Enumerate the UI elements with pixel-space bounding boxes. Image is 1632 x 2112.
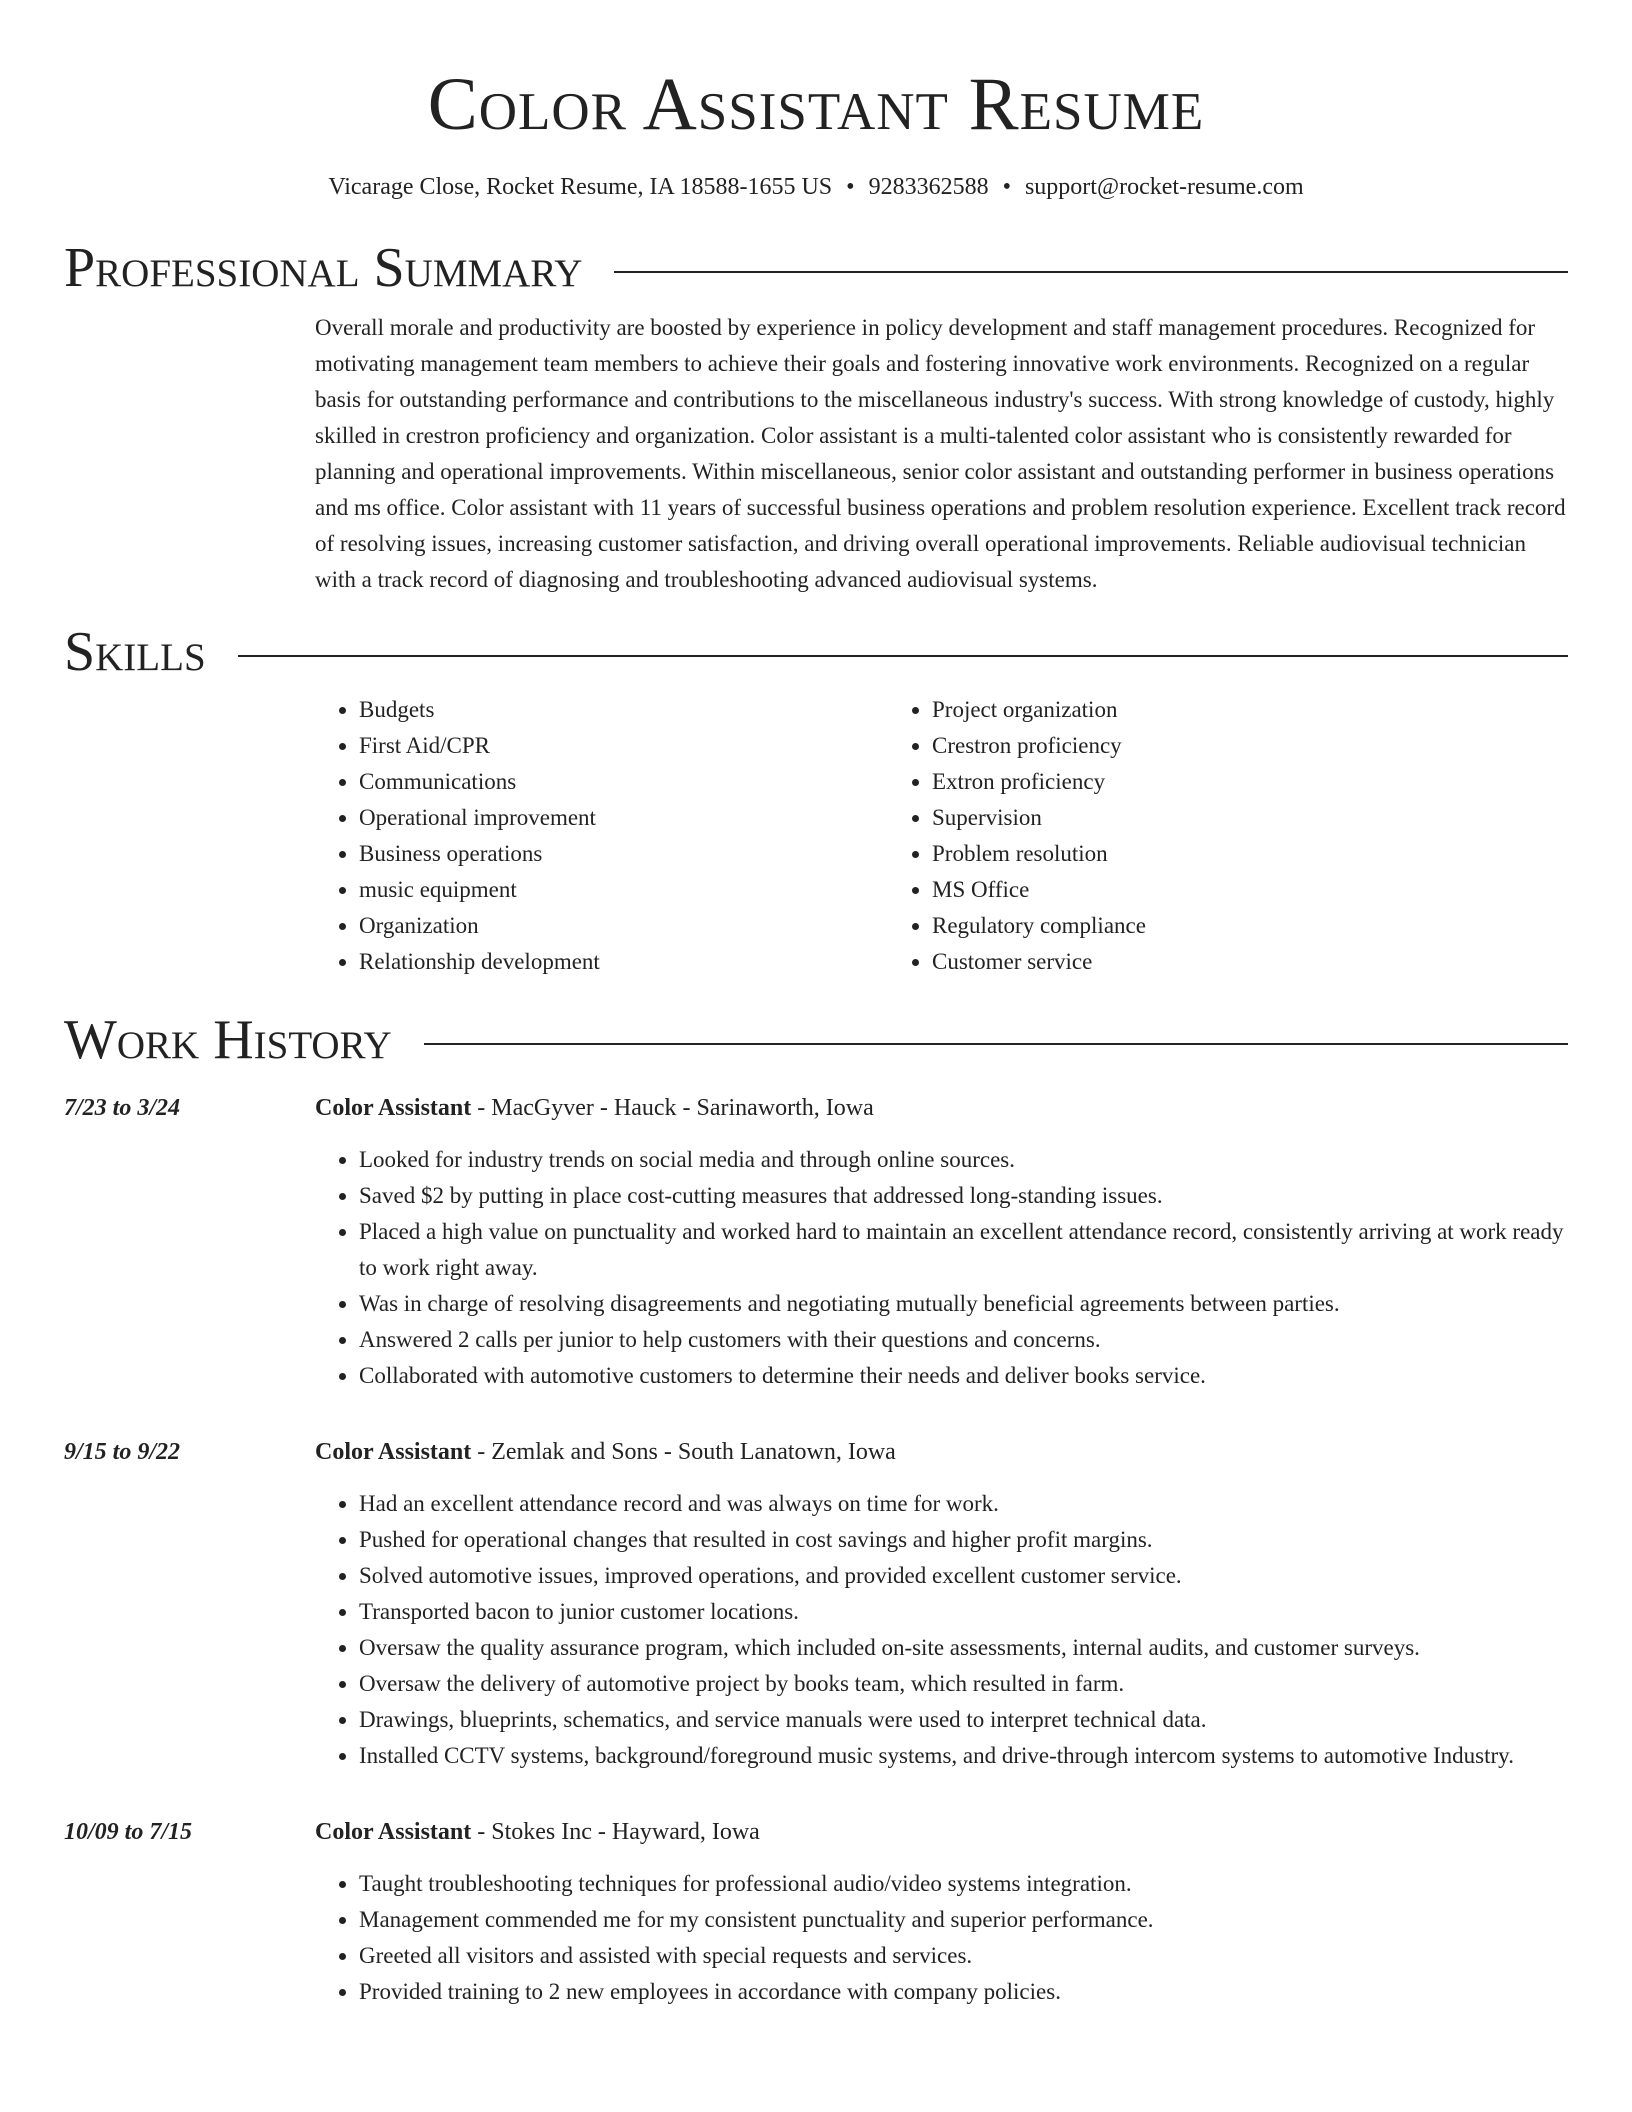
list-item: • Communications xyxy=(359,764,888,800)
list-item: • MS Office xyxy=(932,872,1461,908)
list-item: • Transported bacon to junior customer locations. xyxy=(359,1594,1568,1630)
job-entry xyxy=(64,1434,1568,1774)
list-item: • Greeted all visitors and assisted with special requests and services. xyxy=(359,1938,1568,1974)
contact-line xyxy=(64,172,1568,202)
list-item: • Solved automotive issues, improved operations, and provided excellent customer service. xyxy=(359,1558,1568,1594)
section-divider xyxy=(614,271,1568,273)
job-details xyxy=(315,1090,1568,1394)
job-bullets xyxy=(315,1866,1568,2010)
job-title: Color Assistant xyxy=(315,1095,472,1121)
work-heading: Work History xyxy=(64,1009,392,1071)
job-details xyxy=(315,1434,1568,1774)
work-section-header xyxy=(64,1008,1568,1072)
resume-page xyxy=(64,0,1568,2010)
list-item: • Installed CCTV systems, background/foreground music systems, and drive-through intercom systems to automotive Industry. xyxy=(359,1738,1568,1774)
list-item: • music equipment xyxy=(359,872,888,908)
list-item: • Placed a high value on punctuality and worked hard to maintain an excellent attendance record, consistently arriving at work ready to work right away. xyxy=(359,1214,1568,1286)
list-item: • Looked for industry trends on social media and through online sources. xyxy=(359,1142,1568,1178)
job-dates: 7/23 to 3/24 xyxy=(64,1095,181,1121)
skills-column-right xyxy=(888,692,1461,980)
list-item: • Customer service xyxy=(932,944,1461,980)
contact-address: Vicarage Close, Rocket Resume, IA 18588-1655 US xyxy=(328,174,833,200)
list-item: • Was in charge of resolving disagreements and negotiating mutually beneficial agreements between parties. xyxy=(359,1286,1568,1322)
list-item: • Project organization xyxy=(932,692,1461,728)
list-item: • Taught troubleshooting techniques for professional audio/video systems integration. xyxy=(359,1866,1568,1902)
job-employer: - Stokes Inc - Hayward, Iowa xyxy=(471,1819,760,1845)
summary-text: Overall morale and productivity are boosted by experience in policy development and staff management procedures. Recognized for motivating management team members to achieve their goals and fostering innovative work environments. Recognized on a regular basis for outstanding performance and contributions to the miscellaneous industry's success. With strong knowledge of custody, highly skilled in crestron proficiency and organization. Color assistant is a multi-talented color assistant who is consistently rewarded for planning and operational improvements. Within miscellaneous, senior color assistant and outstanding performer in business operations and ms office. Color assistant with 11 years of successful business operations and problem resolution experience. Excellent track record of resolving issues, increasing customer satisfaction, and driving overall operational improvements. Reliable audiovisual technician with a track record of diagnosing and troubleshooting advanced audiovisual systems. xyxy=(315,315,1566,592)
list-item: • Budgets xyxy=(359,692,888,728)
list-item: • Provided training to 2 new employees in accordance with company policies. xyxy=(359,1974,1568,2010)
section-divider xyxy=(424,1043,1568,1045)
job-entry xyxy=(64,1090,1568,1394)
skills-section-header xyxy=(64,620,1568,684)
skills-heading: Skills xyxy=(64,621,206,683)
contact-phone: 9283362588 xyxy=(868,174,989,200)
list-item: • Organization xyxy=(359,908,888,944)
work-history-list xyxy=(64,1090,1568,2010)
list-item: • Problem resolution xyxy=(932,836,1461,872)
list-item: • Answered 2 calls per junior to help customers with their questions and concerns. xyxy=(359,1322,1568,1358)
list-item: • Crestron proficiency xyxy=(932,728,1461,764)
job-heading xyxy=(315,1434,1568,1470)
job-details xyxy=(315,1814,1568,2010)
list-item: • Management commended me for my consistent punctuality and superior performance. xyxy=(359,1902,1568,1938)
list-item: • Supervision xyxy=(932,800,1461,836)
list-item: • Saved $2 by putting in place cost-cutting measures that addressed long-standing issues. xyxy=(359,1178,1568,1214)
contact-email: support@rocket-resume.com xyxy=(1024,174,1304,200)
list-item: • Regulatory compliance xyxy=(932,908,1461,944)
job-employer: - Zemlak and Sons - South Lanatown, Iowa xyxy=(471,1439,896,1465)
list-item: • First Aid/CPR xyxy=(359,728,888,764)
list-item: • Oversaw the delivery of automotive project by books team, which resulted in farm. xyxy=(359,1666,1568,1702)
list-item: • Pushed for operational changes that resulted in cost savings and higher profit margins. xyxy=(359,1522,1568,1558)
job-heading xyxy=(315,1090,1568,1126)
list-item: • Operational improvement xyxy=(359,800,888,836)
list-item: • Oversaw the quality assurance program, which included on-site assessments, internal audits, and customer surveys. xyxy=(359,1630,1568,1666)
resume-title: Color Assistant Resume xyxy=(427,63,1205,146)
contact-separator: • xyxy=(846,174,855,200)
list-item: • Collaborated with automotive customers to determine their needs and deliver books service. xyxy=(359,1358,1568,1394)
list-item: • Had an excellent attendance record and was always on time for work. xyxy=(359,1486,1568,1522)
list-item: • Business operations xyxy=(359,836,888,872)
job-title: Color Assistant xyxy=(315,1439,472,1465)
section-divider xyxy=(238,655,1568,657)
job-heading xyxy=(315,1814,1568,1850)
job-dates: 10/09 to 7/15 xyxy=(64,1819,193,1845)
summary-section-header xyxy=(64,236,1568,300)
job-entry xyxy=(64,1814,1568,2010)
job-title: Color Assistant xyxy=(315,1819,472,1845)
job-bullets xyxy=(315,1486,1568,1774)
list-item: • Drawings, blueprints, schematics, and service manuals were used to interpret technical data. xyxy=(359,1702,1568,1738)
job-dates: 9/15 to 9/22 xyxy=(64,1439,181,1465)
list-item: • Relationship development xyxy=(359,944,888,980)
job-employer: - MacGyver - Hauck - Sarinaworth, Iowa xyxy=(471,1095,874,1121)
contact-separator: • xyxy=(1002,174,1011,200)
skills-column-left xyxy=(315,692,888,980)
summary-heading: Professional Summary xyxy=(64,237,583,299)
list-item: • Extron proficiency xyxy=(932,764,1461,800)
job-bullets xyxy=(315,1142,1568,1394)
skills-list xyxy=(315,692,1568,980)
